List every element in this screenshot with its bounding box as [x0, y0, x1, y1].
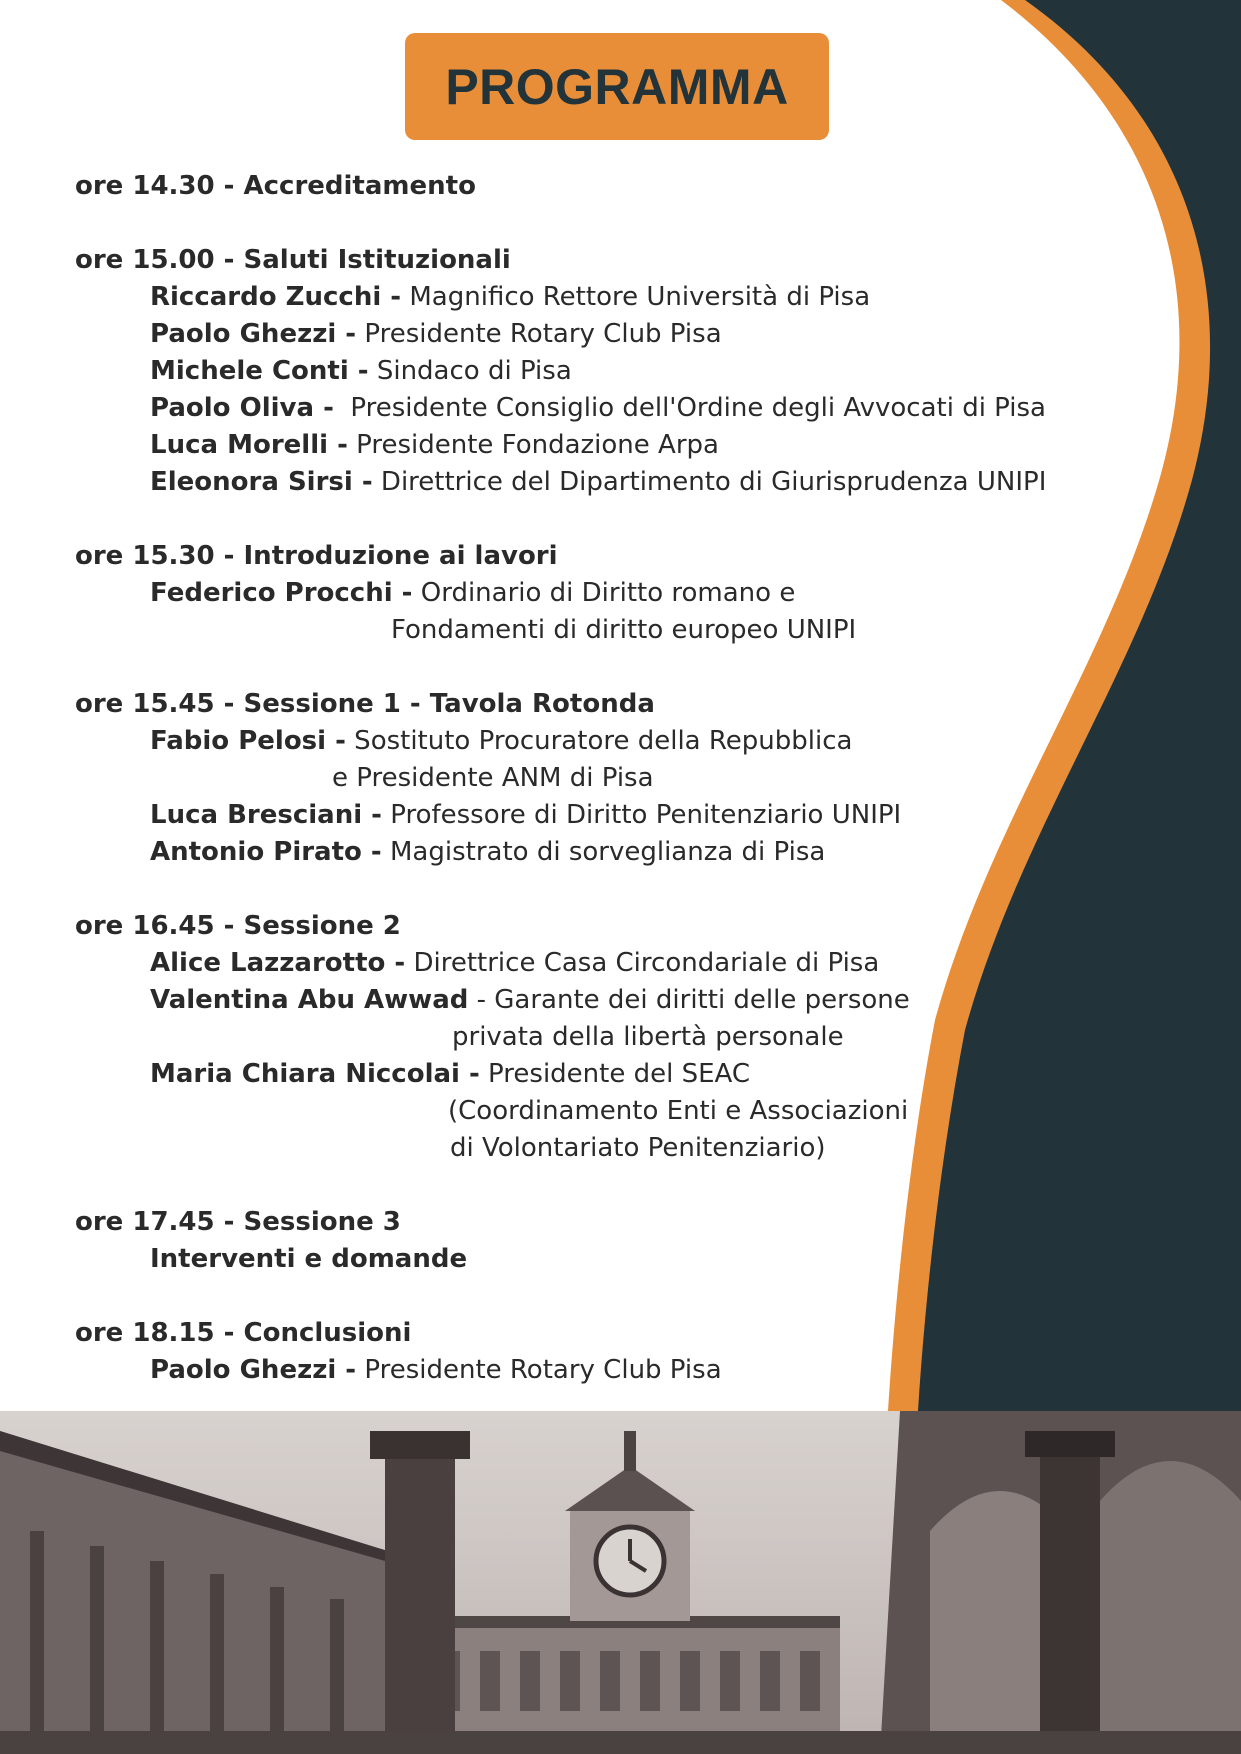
- speaker-entry: [150, 353, 1035, 390]
- session-heading: ore 17.45 - Sessione 3: [75, 1207, 401, 1237]
- speaker-entry: [150, 723, 1035, 760]
- session-subheading: Interventi e domande: [150, 1244, 468, 1274]
- speaker-role: Direttrice Casa Circondariale di Pisa: [405, 948, 880, 978]
- session-2: [75, 908, 1035, 1167]
- speaker-name: Alice Lazzarotto -: [150, 948, 406, 978]
- speaker-entry: [150, 945, 1035, 982]
- speaker-role-continued: Fondamenti di diritto europeo UNIPI: [391, 615, 857, 645]
- speaker-name: Luca Morelli -: [150, 430, 348, 460]
- speaker-role: Presidente del SEAC: [479, 1059, 751, 1089]
- speaker-role: Presidente Fondazione Arpa: [347, 430, 719, 460]
- speaker-role: - Garante dei diritti delle persone: [468, 985, 910, 1015]
- speaker-name: Paolo Ghezzi -: [150, 319, 357, 349]
- speaker-entry: [150, 1056, 1035, 1093]
- speaker-entry: [150, 427, 1035, 464]
- session-heading: ore 14.30 - Accreditamento: [75, 171, 476, 201]
- speaker-name: Fabio Pelosi -: [150, 726, 346, 756]
- speaker-entry: [150, 1352, 1035, 1389]
- speaker-name: Federico Procchi -: [150, 578, 413, 608]
- session-accreditamento: [75, 168, 1035, 205]
- speaker-entry: [150, 834, 1035, 871]
- speaker-name: Paolo Oliva -: [150, 393, 334, 423]
- speaker-role: Presidente Consiglio dell'Ordine degli Avvocati di Pisa: [333, 393, 1046, 423]
- speaker-role-continued: di Volontariato Penitenziario): [450, 1133, 826, 1163]
- session-heading: ore 15.45 - Sessione 1 - Tavola Rotonda: [75, 689, 655, 719]
- speaker-role-continued: privata della libertà personale: [452, 1022, 844, 1052]
- speaker-name: Luca Bresciani -: [150, 800, 382, 830]
- session-3: [75, 1204, 1035, 1278]
- speaker-role: Sindaco di Pisa: [368, 356, 572, 386]
- speaker-entry: [150, 390, 1046, 427]
- speaker-role: Magnifico Rettore Università di Pisa: [401, 282, 871, 312]
- session-introduzione: [75, 538, 1035, 649]
- session-1-tavola-rotonda: [75, 686, 1035, 871]
- speaker-entry: [150, 797, 1035, 834]
- speaker-name: Antonio Pirato -: [150, 837, 382, 867]
- session-heading: ore 16.45 - Sessione 2: [75, 911, 401, 941]
- session-heading: ore 15.30 - Introduzione ai lavori: [75, 541, 558, 571]
- speaker-entry: [150, 464, 1047, 501]
- speaker-role: Sostituto Procuratore della Repubblica: [345, 726, 853, 756]
- session-heading: ore 15.00 - Saluti Istituzionali: [75, 245, 511, 275]
- speaker-role-continued: (Coordinamento Enti e Associazioni: [448, 1096, 909, 1126]
- speaker-role-continued: e Presidente ANM di Pisa: [332, 763, 654, 793]
- historic-building-photo: [0, 1411, 1241, 1754]
- speaker-name: Michele Conti -: [150, 356, 369, 386]
- speaker-role: Professore di Diritto Penitenziario UNIPI: [381, 800, 902, 830]
- speaker-role: Presidente Rotary Club Pisa: [356, 1355, 722, 1385]
- speaker-role: Direttrice del Dipartimento di Giurisprudenza UNIPI: [372, 467, 1047, 497]
- program-schedule: [75, 168, 1047, 1389]
- session-saluti: [75, 242, 1047, 501]
- speaker-role: Presidente Rotary Club Pisa: [356, 319, 722, 349]
- program-title-banner: [405, 33, 829, 140]
- speaker-entry: [150, 279, 1035, 316]
- page-title: PROGRAMMA: [445, 58, 789, 115]
- speaker-role: Magistrato di sorveglianza di Pisa: [381, 837, 826, 867]
- speaker-role: Ordinario di Diritto romano e: [412, 578, 796, 608]
- speaker-entry: [150, 316, 1035, 353]
- cloister-illustration: [0, 1411, 1241, 1754]
- speaker-name: Valentina Abu Awwad: [150, 985, 469, 1015]
- speaker-name: Eleonora Sirsi -: [150, 467, 373, 497]
- speaker-name: Riccardo Zucchi -: [150, 282, 402, 312]
- speaker-entry: [150, 982, 1035, 1019]
- speaker-entry: [150, 575, 1035, 612]
- speaker-name: Paolo Ghezzi -: [150, 1355, 357, 1385]
- session-heading: ore 18.15 - Conclusioni: [75, 1318, 412, 1348]
- speaker-name: Maria Chiara Niccolai -: [150, 1059, 480, 1089]
- session-conclusioni: [75, 1315, 1035, 1389]
